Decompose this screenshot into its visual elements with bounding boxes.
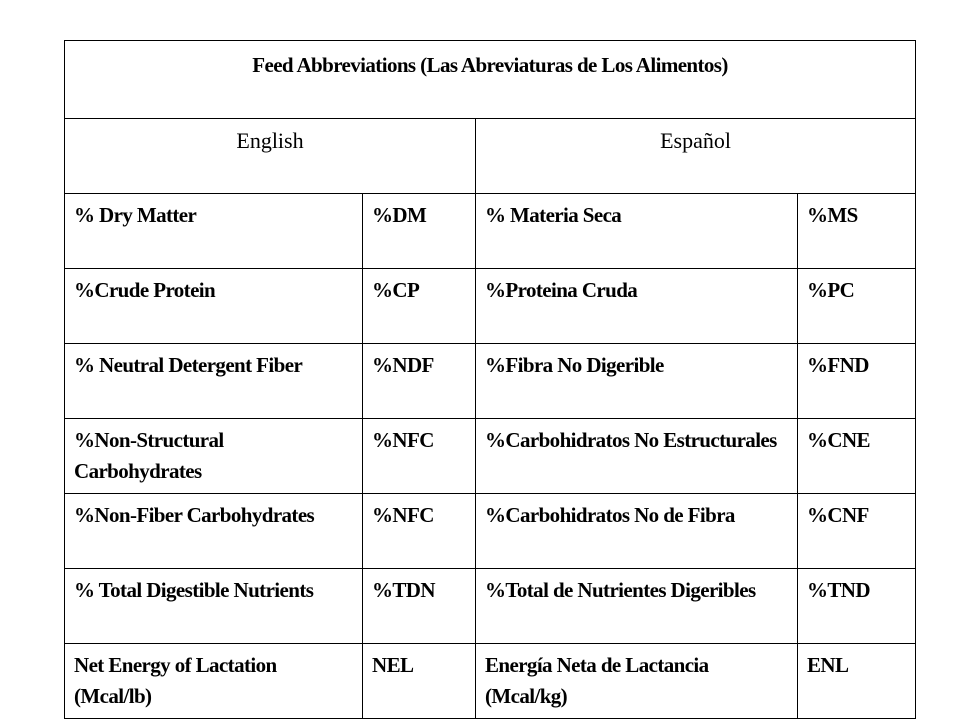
english-term-cell: %Non-Structural Carbohydrates: [65, 419, 363, 494]
english-term-cell: % Total Digestible Nutrients: [65, 569, 363, 644]
feed-abbreviations-table: [64, 40, 916, 719]
english-term-cell: Net Energy of Lactation (Mcal/lb): [65, 644, 363, 719]
table-row: [65, 269, 916, 344]
spanish-term-cell: % Materia Seca: [476, 194, 798, 269]
spanish-term-cell: %Proteina Cruda: [476, 269, 798, 344]
language-header-row: [65, 119, 916, 194]
spanish-abbr-cell: %TND: [798, 569, 916, 644]
spanish-term-cell: %Fibra No Digerible: [476, 344, 798, 419]
spanish-abbr-cell: %PC: [798, 269, 916, 344]
table-title: Feed Abbreviations (Las Abreviaturas de Los Alimentos): [65, 41, 916, 119]
english-term-cell: % Dry Matter: [65, 194, 363, 269]
table-title-row: [65, 41, 916, 119]
spanish-abbr-cell: %CNF: [798, 494, 916, 569]
spanish-term-cell: Energía Neta de Lactancia (Mcal/kg): [476, 644, 798, 719]
english-term-cell: % Neutral Detergent Fiber: [65, 344, 363, 419]
table-row: [65, 569, 916, 644]
spanish-term-cell: %Carbohidratos No Estructurales: [476, 419, 798, 494]
english-abbr-cell: %NFC: [363, 494, 476, 569]
english-abbr-cell: %CP: [363, 269, 476, 344]
table-row: [65, 419, 916, 494]
english-term-cell: %Non-Fiber Carbohydrates: [65, 494, 363, 569]
english-header: English: [65, 119, 476, 194]
spanish-term-cell: %Carbohidratos No de Fibra: [476, 494, 798, 569]
spanish-abbr-cell: %FND: [798, 344, 916, 419]
spanish-abbr-cell: %CNE: [798, 419, 916, 494]
english-abbr-cell: NEL: [363, 644, 476, 719]
table-row: [65, 344, 916, 419]
spanish-abbr-cell: %MS: [798, 194, 916, 269]
spanish-header: Español: [476, 119, 916, 194]
english-abbr-cell: %TDN: [363, 569, 476, 644]
table-row: [65, 494, 916, 569]
table-row: [65, 194, 916, 269]
english-abbr-cell: %NFC: [363, 419, 476, 494]
english-abbr-cell: %NDF: [363, 344, 476, 419]
table-row: [65, 644, 916, 719]
english-term-cell: %Crude Protein: [65, 269, 363, 344]
spanish-abbr-cell: ENL: [798, 644, 916, 719]
spanish-term-cell: %Total de Nutrientes Digeribles: [476, 569, 798, 644]
english-abbr-cell: %DM: [363, 194, 476, 269]
